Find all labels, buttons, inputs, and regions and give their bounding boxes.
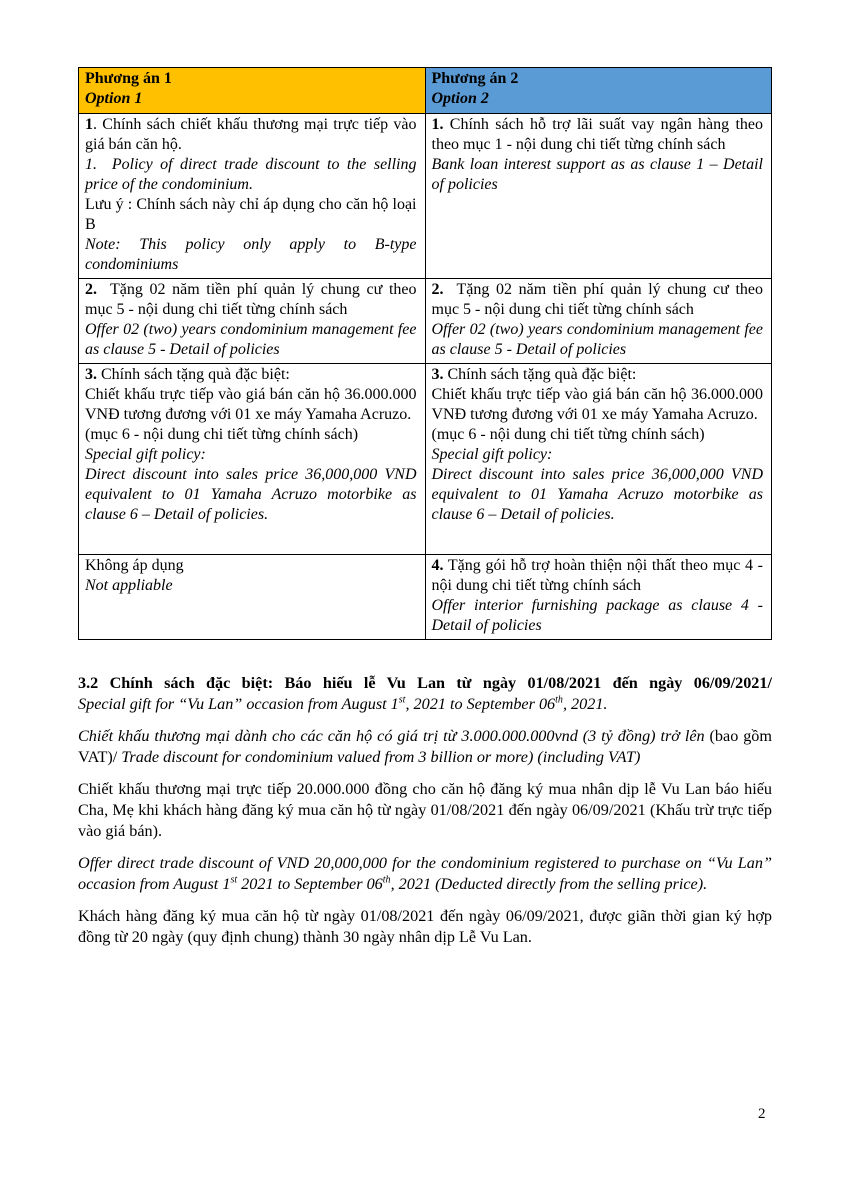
option2-policy-3-cell: 3. Chính sách tặng quà đặc biệt: Chiết khấu trực tiếp vào giá bán căn hộ 36.000.000 VNĐ tương đương với 01 xe máy Yamaha Acruzo. (mục 6 - nội dung chi tiết từng chính sách) Special gift policy: Direct discount into sales price 36,000,000 VND equivalent to 01 Yamaha Acruzo motorbike as clause 6 – Detail of policies. [425, 364, 772, 555]
policy-options-table [78, 67, 772, 640]
section-heading-en: Special gift for “Vu Lan” occasion from August 1st, 2021 to September 06th, 2021. [78, 694, 608, 713]
option1-policy-3-cell: 3. Chính sách tặng quà đặc biệt: Chiết khấu trực tiếp vào giá bán căn hộ 36.000.000 VNĐ tương đương với 01 xe máy Yamaha Acruzo. (mục 6 - nội dung chi tiết từng chính sách) Special gift policy: Direct discount into sales price 36,000,000 VND equivalent to 01 Yamaha Acruzo motorbike as clause 6 – Detail of policies. [79, 364, 426, 555]
section-heading-vi: 3.2 Chính sách đặc biệt: Báo hiếu lễ Vu Lan từ ngày 01/08/2021 đến ngày 06/09/2021/ [78, 674, 772, 692]
option2-policy-4-cell: 4. Tặng gói hỗ trợ hoàn thiện nội thất theo mục 4 - nội dung chi tiết từng chính sách Offer interior furnishing package as clause 4 - Detail of policies [425, 555, 772, 640]
table-row [79, 364, 772, 555]
page-number: 2 [758, 1106, 766, 1122]
discount-detail-paragraph-en: Offer direct trade discount of VND 20,000,000 for the condominium registered to purchase on “Vu Lan” occasion from August 1st 2021 to September 06th, 2021 (Deducted directly from the selling price). [78, 854, 772, 893]
option1-policy-4-cell: Không áp dụng Not appliable [79, 555, 426, 640]
option1-header: Phương án 1 Option 1 [79, 68, 426, 114]
special-policy-section [78, 673, 772, 948]
document-page [78, 67, 772, 948]
option1-policy-1-cell: 1. Chính sách chiết khấu thương mại trực tiếp vào giá bán căn hộ. 1. Policy of direct trade discount to the selling price of the condominium. Lưu ý : Chính sách này chỉ áp dụng cho căn hộ loại B Note: This policy only apply to B-type condominiums [79, 114, 426, 279]
option2-header: Phương án 2 Option 2 [425, 68, 772, 114]
table-row [79, 114, 772, 279]
table-header-row [79, 68, 772, 114]
table-row [79, 279, 772, 364]
option2-policy-1-cell: 1. Chính sách hỗ trợ lãi suất vay ngân hàng theo theo mục 1 - nội dung chi tiết từng chính sách Bank loan interest support as as clause 1 – Detail of policies [425, 114, 772, 279]
discount-detail-paragraph-vi: Chiết khấu thương mại trực tiếp 20.000.000 đồng cho căn hộ đăng ký mua nhân dịp lễ Vu Lan báo hiếu Cha, Mẹ khi khách hàng đăng ký mua căn hộ từ ngày 01/08/2021 đến ngày 06/09/2021 (Khấu trừ trực tiếp vào giá bán). [78, 780, 772, 840]
option2-policy-2-cell: 2. Tặng 02 năm tiền phí quản lý chung cư theo mục 5 - nội dung chi tiết từng chính sách Offer 02 (two) years condominium management fee as clause 5 - Detail of policies [425, 279, 772, 364]
contract-extension-paragraph: Khách hàng đăng ký mua căn hộ từ ngày 01/08/2021 đến ngày 06/09/2021, được giãn thời gian ký hợp đồng từ 20 ngày (quy định chung) thành 30 ngày nhân dịp Lễ Vu Lan. [78, 907, 772, 946]
trade-discount-paragraph: Chiết khấu thương mại dành cho các căn hộ có giá trị từ 3.000.000.000vnd (3 tỷ đồng) trở lên (bao gồm VAT)/ Trade discount for condominium valued from 3 billion or more) (including VAT) [78, 727, 772, 766]
table-row [79, 555, 772, 640]
option1-policy-2-cell: 2. Tặng 02 năm tiền phí quản lý chung cư theo mục 5 - nội dung chi tiết từng chính sách Offer 02 (two) years condominium management fee as clause 5 - Detail of policies [79, 279, 426, 364]
